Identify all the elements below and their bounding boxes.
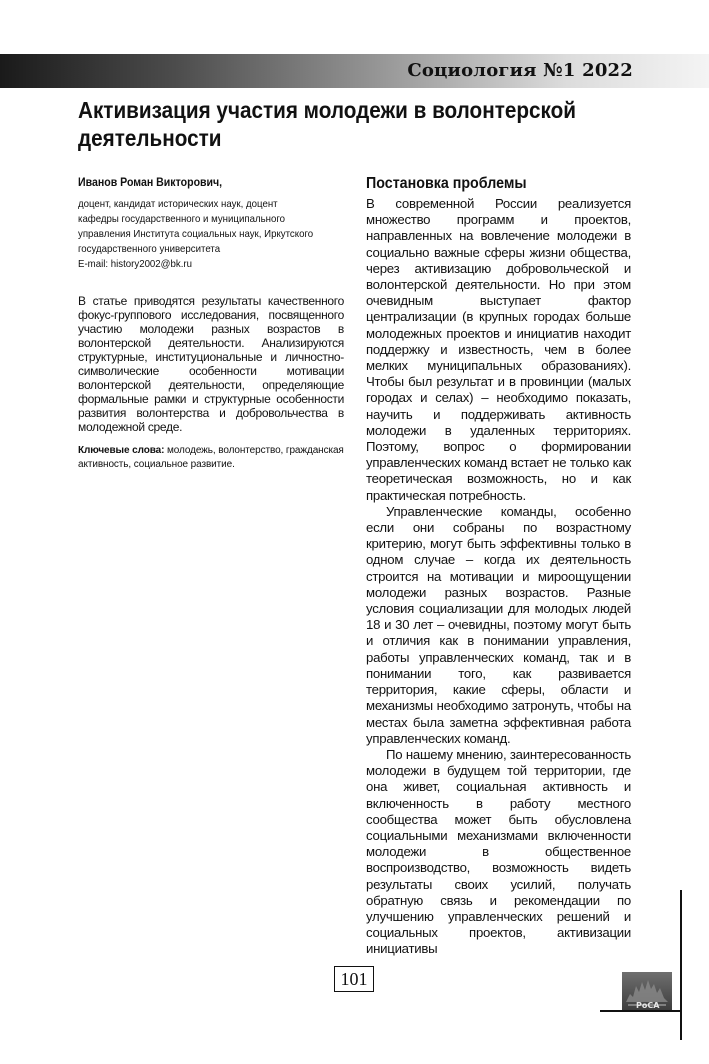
affiliation-line: доцент, кандидат исторических наук, доцент xyxy=(78,198,278,210)
journal-title: Социология №1 2022 xyxy=(407,60,633,81)
paragraph: Управленческие команды, особенно если они собраны по возрастному критерию, могут быть эффективны только в одном случае – когда их деятельность строится на мотивации и мироощущении молодежи разных возрастов. Разные условия социализации для молодых людей 18 и 30 лет – очевидны, поэтому могут быть и отличия как в понимании управления, работы управленческих команд, так и в понимании того, как развивается территория, какие сферы, области и механизмы необходимо затронуть, чтобы на местах была заметна эффективная работа управленческих команд. xyxy=(366,503,631,746)
article-title xyxy=(78,96,582,152)
rosa-logo-icon xyxy=(622,972,672,1010)
corner-horizontal-rule xyxy=(600,1010,682,1012)
paragraph: В современной России реализуется множество программ и проектов, направленных на вовлечение молодежи в социально важные сферы жизни общества, через активизацию добровольческой и волонтерской деятельности. Но при этом очевидным выступает фактор централизации (в крупных городах больше молодежных проектов и инициатив находит поддержку и известность, чем в более мелких муниципальных образованиях). Чтобы был результат и в провинции (малых городах и селах) – необходимо показать, научить и поддерживать активность молодежи в удаленных территориях. Поэтому, вопрос о формировании управленческих команд встает не только как теоретическая возможность, но и как практическая потребность. xyxy=(366,196,631,503)
keywords-label: Ключевые слова: xyxy=(78,445,165,456)
keywords-list: молодежь, волонтерство, гражданская активность, социальное развитие. xyxy=(78,445,344,470)
section-heading: Постановка проблемы xyxy=(366,175,527,192)
article-title-line: деятельности xyxy=(78,125,222,151)
article-title-line: Активизация участия молодежи в волонтерской xyxy=(78,97,576,123)
corner-vertical-rule xyxy=(680,890,682,1040)
affiliation-line: управления Института социальных наук, Иркутского xyxy=(78,228,314,240)
affiliation-line: кафедры государственного и муниципального xyxy=(78,213,286,225)
right-column xyxy=(366,174,631,958)
abstract: В статье приводятся результаты качественного фокус-группового исследования, посвященного участию молодежи разных возрастов в волонтерской деятельности. Анализируются структурные, институциональные и личностно-символические особенности мотивации волонтерской деятельности, определяющие формальные рамки и структурные особенности развития волонтерства и добровольчества в молодежной среде. xyxy=(78,294,344,434)
affiliation-line: государственного университета xyxy=(78,243,221,255)
paragraph: По нашему мнению, заинтересованность молодежи в будущем той территории, где она живет, социальная активность и включенность в работу местного сообщества может быть обусловлена социальными механизмами включенности молодежи в общественное воспроизводство, возможность видеть результаты своих усилий, получать обратную связь и рекомендации по улучшению управленческих решений и социальных проектов, активизации инициативы xyxy=(366,746,631,957)
author-email: E-mail: history2002@bk.ru xyxy=(78,258,192,270)
keywords xyxy=(78,444,344,472)
left-column xyxy=(78,176,344,472)
author-name: Иванов Роман Викторович, xyxy=(78,177,223,189)
logo-text: РоСА xyxy=(636,1001,660,1010)
body-text xyxy=(366,196,631,958)
author-affiliation xyxy=(78,197,344,272)
page-number: 101 xyxy=(334,966,374,992)
